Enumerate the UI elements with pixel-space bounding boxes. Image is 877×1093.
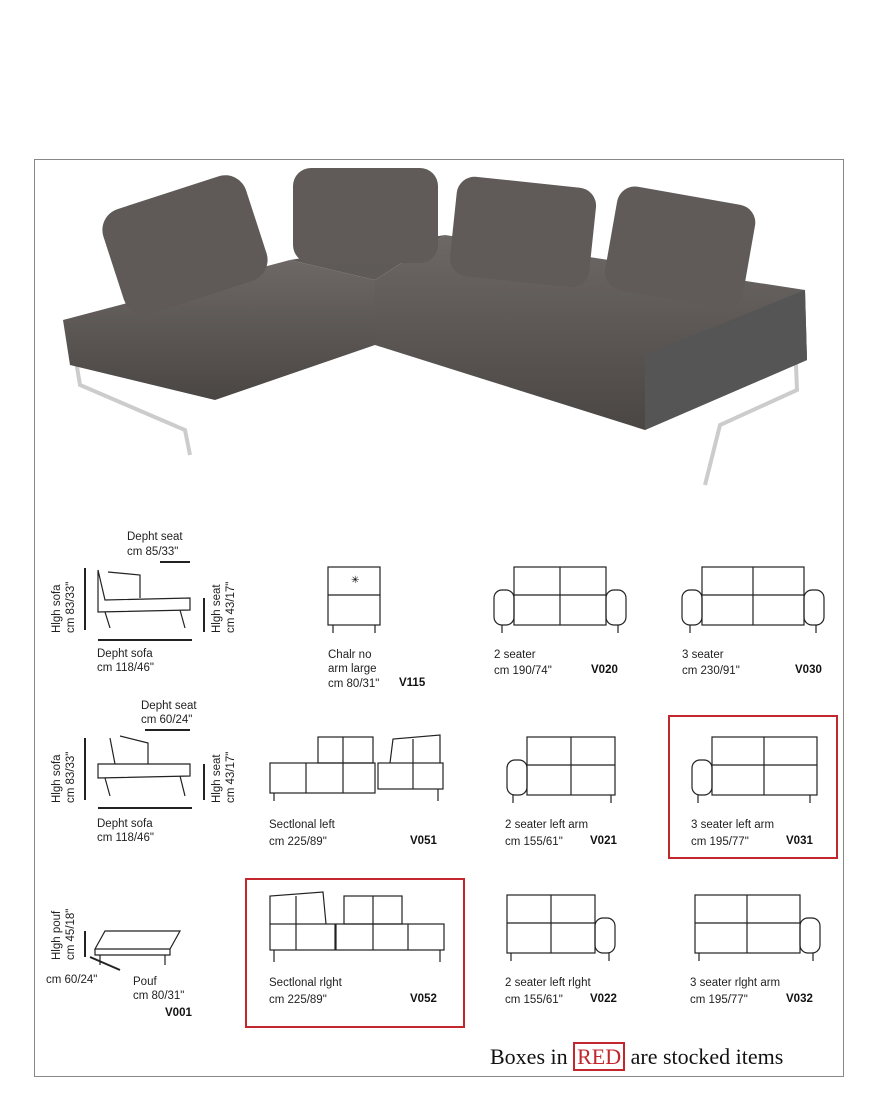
item-code: V022 — [590, 993, 617, 1005]
high-seat-value: cm 43/17" — [225, 581, 237, 633]
high-sofa-label: Hlgh sofa — [51, 584, 63, 633]
high-sofa-value: cm 83/33" — [65, 581, 77, 633]
item-code: V051 — [410, 835, 437, 847]
item-name: Sectlonal rlght — [269, 977, 342, 989]
pouf-code: V001 — [165, 1007, 192, 1019]
item-v051 — [268, 733, 448, 808]
high-seat-value: cm 43/17" — [225, 751, 237, 803]
high-seat-label: Hlgh seat — [211, 584, 223, 633]
item-name-line2: arm large — [328, 663, 377, 675]
item-code: V052 — [410, 993, 437, 1005]
item-v020 — [492, 565, 632, 640]
item-name: 2 seater left rlght — [505, 977, 591, 989]
item-code: V021 — [590, 835, 617, 847]
item-v115 — [325, 565, 385, 640]
stock-legend-note — [490, 1044, 783, 1070]
item-size: cm 225/89" — [269, 994, 327, 1006]
pouf-drawing — [80, 925, 190, 975]
high-seat-label: Hlgh seat — [211, 754, 223, 803]
three-seater-left-arm-drawing — [690, 735, 825, 805]
depth-sofa-value: cm 118/46" — [97, 662, 154, 674]
pouf-depth: cm 60/24" — [46, 974, 98, 986]
depth-sofa-label: Depht sofa — [97, 648, 153, 660]
item-size: cm 155/61" — [505, 836, 563, 848]
item-code: V030 — [795, 664, 822, 676]
note-prefix: Boxes in — [490, 1044, 568, 1069]
item-name: 3 seater rlght arm — [690, 977, 781, 989]
two-seater-left-right-drawing — [505, 893, 625, 963]
sectional-left-drawing — [268, 733, 448, 803]
high-pouf-value: cm 45/18" — [65, 908, 77, 960]
item-name: 2 seater left arm — [505, 819, 589, 831]
item-size: cm 195/77" — [690, 994, 748, 1006]
svg-text:✳: ✳ — [351, 575, 360, 586]
high-sofa-label: Hlgh sofa — [51, 754, 63, 803]
three-seater-drawing — [680, 565, 830, 635]
item-code: V115 — [399, 677, 426, 689]
item-name: 3 seater left arm — [691, 819, 775, 831]
item-v031 — [690, 735, 825, 810]
depth-seat-label: Depht seat — [127, 531, 183, 543]
pouf-name: Pouf — [133, 976, 157, 988]
depth-sofa-label: Depht sofa — [97, 818, 153, 830]
item-size: cm 155/61" — [505, 994, 563, 1006]
note-suffix: are stocked items — [630, 1044, 784, 1069]
item-v021 — [505, 735, 625, 810]
item-v030 — [680, 565, 830, 640]
item-name: 2 seater — [494, 649, 536, 661]
three-seater-right-arm-drawing — [693, 893, 828, 963]
side-view-drawing — [80, 728, 205, 813]
item-size: cm 190/74" — [494, 665, 552, 677]
item-size: cm 195/77" — [691, 836, 749, 848]
pouf-size: cm 80/31" — [133, 990, 185, 1002]
item-name: Sectlonal left — [269, 819, 335, 831]
sofa-product-photo — [55, 160, 825, 500]
note-highlight: RED — [573, 1042, 625, 1071]
item-code: V032 — [786, 993, 813, 1005]
high-sofa-value: cm 83/33" — [65, 751, 77, 803]
item-size: cm 80/31" — [328, 678, 380, 690]
item-v032 — [693, 893, 828, 968]
two-seater-drawing — [492, 565, 632, 635]
item-v022 — [505, 893, 625, 968]
two-seater-left-arm-drawing — [505, 735, 625, 805]
item-size: cm 225/89" — [269, 836, 327, 848]
chair-drawing — [325, 565, 385, 635]
side-view-drawing — [80, 560, 205, 645]
item-name: 3 seater — [682, 649, 724, 661]
item-size: cm 230/91" — [682, 665, 740, 677]
item-code: V020 — [591, 664, 618, 676]
high-pouf-label: Hlgh pouf — [51, 910, 63, 960]
depth-seat-value: cm 60/24" — [141, 714, 193, 726]
item-name: Chalr no — [328, 649, 372, 661]
depth-seat-value: cm 85/33" — [127, 546, 179, 558]
depth-sofa-value: cm 118/46" — [97, 832, 154, 844]
depth-seat-label: Depht seat — [141, 700, 197, 712]
sectional-right-drawing — [268, 890, 448, 970]
item-v052 — [268, 890, 448, 975]
item-code: V031 — [786, 835, 813, 847]
